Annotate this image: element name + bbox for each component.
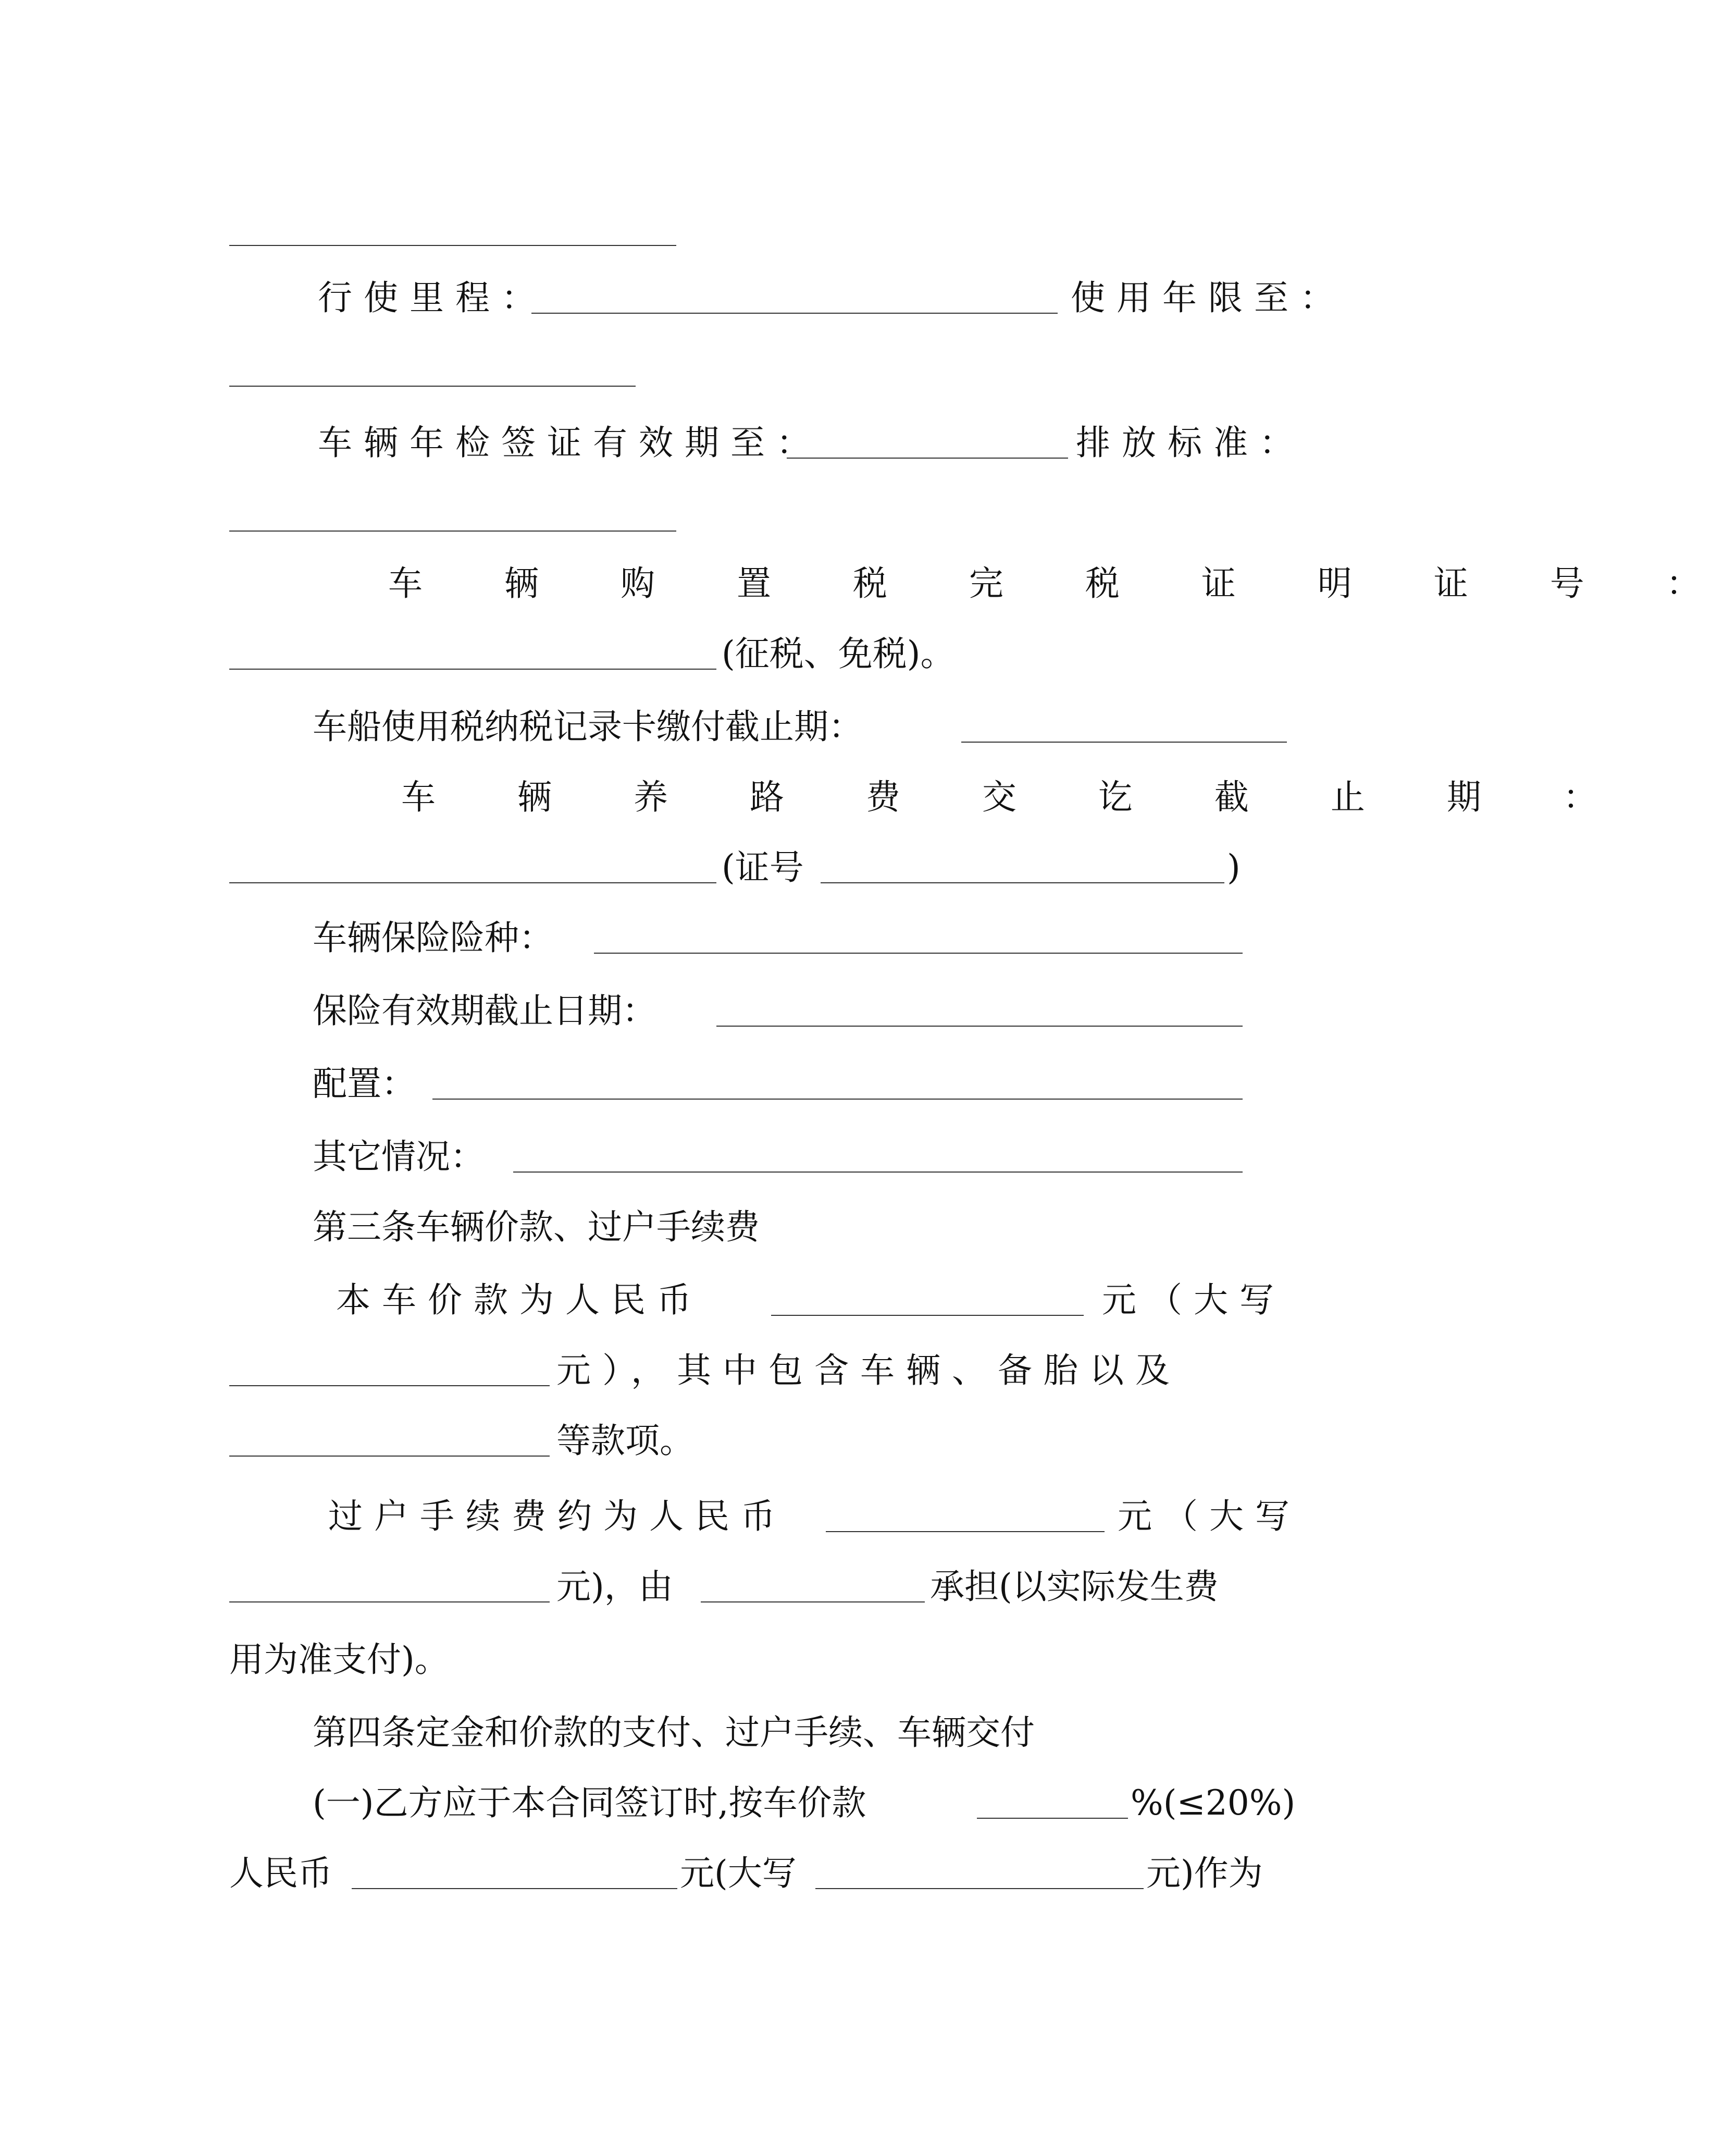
- blank-vessel-tax-deadline[interactable]: [961, 742, 1287, 743]
- blank-deposit-percent[interactable]: [977, 1818, 1128, 1819]
- label-road-fee-deadline: 车 辆 养 路 费 交 讫 截 止 期 ：: [401, 777, 1633, 817]
- label-vehicle-price: 本车价款为人民币: [336, 1280, 703, 1320]
- label-as: 元)作为: [1146, 1853, 1263, 1893]
- line-24: [0, 1847, 1508, 1900]
- blank-vehicle-price[interactable]: [771, 1315, 1084, 1316]
- label-borne-by: 元)，由: [556, 1567, 673, 1607]
- label-deposit-limit: %(≤20%): [1131, 1783, 1296, 1823]
- label-actual-payment: 用为准支付)。: [229, 1639, 449, 1680]
- blank-configuration[interactable]: [432, 1099, 1243, 1100]
- blank-emission-standard[interactable]: [229, 531, 676, 532]
- blank-cert-no[interactable]: [821, 882, 1224, 883]
- label-actual-cost: 承担(以实际发生费: [930, 1567, 1219, 1607]
- line-10: [0, 842, 1508, 894]
- line-6: [0, 558, 1736, 610]
- line-11: [0, 912, 1508, 964]
- line-8: [0, 701, 1508, 753]
- blank-road-fee-deadline[interactable]: [229, 882, 716, 883]
- line-7: [0, 628, 1508, 680]
- line-9: [0, 771, 1633, 823]
- blank-insurance-type[interactable]: [594, 953, 1243, 954]
- label-service-life: 使用年限至：: [1071, 278, 1346, 318]
- label-etc-items: 等款项。: [556, 1421, 694, 1461]
- line-5: [0, 490, 1508, 542]
- label-insurance-expiry: 保险有效期截止日期：: [313, 991, 656, 1031]
- line-18: [0, 1415, 1508, 1467]
- blank-transfer-fee[interactable]: [826, 1531, 1105, 1532]
- label-vessel-tax-deadline: 车船使用税纳税记录卡缴付截止期：: [313, 707, 863, 747]
- label-purchase-tax-cert: 车 辆 购 置 税 完 税 证 明 证 号 ：: [388, 563, 1736, 603]
- line-16: [0, 1274, 1508, 1326]
- line-21: [0, 1634, 1508, 1686]
- line-19: [0, 1490, 1508, 1543]
- label-emission-standard: 排放标准：: [1076, 423, 1305, 463]
- blank-borne-by[interactable]: [701, 1601, 925, 1602]
- blank-field[interactable]: [229, 245, 676, 246]
- label-mileage: 行使里程：: [318, 278, 547, 318]
- label-cert-no-close: ): [1227, 847, 1241, 887]
- line-13: [0, 1058, 1508, 1110]
- heading-article-3: 第三条车辆价款、过户手续费: [313, 1207, 760, 1247]
- label-vehicle-price-words: 元（大写: [1102, 1280, 1285, 1320]
- blank-service-life[interactable]: [229, 386, 636, 387]
- label-tax-status: (征税、免税)。: [722, 634, 955, 674]
- label-transfer-fee: 过户手续费约为人民币: [328, 1496, 787, 1536]
- label-rmb: 人民币: [229, 1853, 332, 1893]
- blank-vehicle-price-words[interactable]: [229, 1385, 550, 1386]
- label-insurance-type: 车辆保险险种：: [313, 918, 553, 958]
- line-17: [0, 1345, 1508, 1397]
- line-4: [0, 417, 1508, 469]
- blank-purchase-tax-cert[interactable]: [229, 669, 716, 670]
- blank-insurance-expiry[interactable]: [716, 1026, 1243, 1027]
- label-deposit-words: 元(大写: [680, 1853, 797, 1893]
- label-price-includes: 元），其中包含车辆、备胎以及: [556, 1350, 1181, 1390]
- line-23: [0, 1777, 1508, 1829]
- label-other-conditions: 其它情况：: [313, 1137, 485, 1177]
- line-2: [0, 272, 1508, 324]
- blank-included-items[interactable]: [229, 1456, 550, 1457]
- line-14: [0, 1131, 1508, 1183]
- heading-article-4: 第四条定金和价款的支付、过户手续、车辆交付: [313, 1712, 1035, 1753]
- label-inspection-validity: 车辆年检签证有效期至：: [318, 423, 822, 463]
- line-20: [0, 1561, 1508, 1613]
- label-deposit-clause: (一)乙方应于本合同签订时,按车价款: [313, 1783, 866, 1823]
- line-22: [0, 1707, 1508, 1759]
- blank-deposit-amount[interactable]: [352, 1888, 677, 1889]
- line-15: [0, 1201, 1508, 1253]
- label-configuration: 配置：: [313, 1064, 416, 1104]
- line-12: [0, 985, 1508, 1037]
- line-1: [0, 204, 1508, 256]
- label-transfer-fee-words: 元（大写: [1118, 1496, 1301, 1536]
- blank-deposit-words[interactable]: [815, 1888, 1144, 1889]
- blank-other-conditions[interactable]: [513, 1172, 1243, 1173]
- blank-transfer-fee-words[interactable]: [229, 1601, 550, 1602]
- blank-mileage[interactable]: [531, 313, 1058, 314]
- blank-inspection-validity[interactable]: [787, 458, 1068, 459]
- label-cert-no-open: (证号: [722, 847, 804, 887]
- line-3: [0, 345, 1508, 397]
